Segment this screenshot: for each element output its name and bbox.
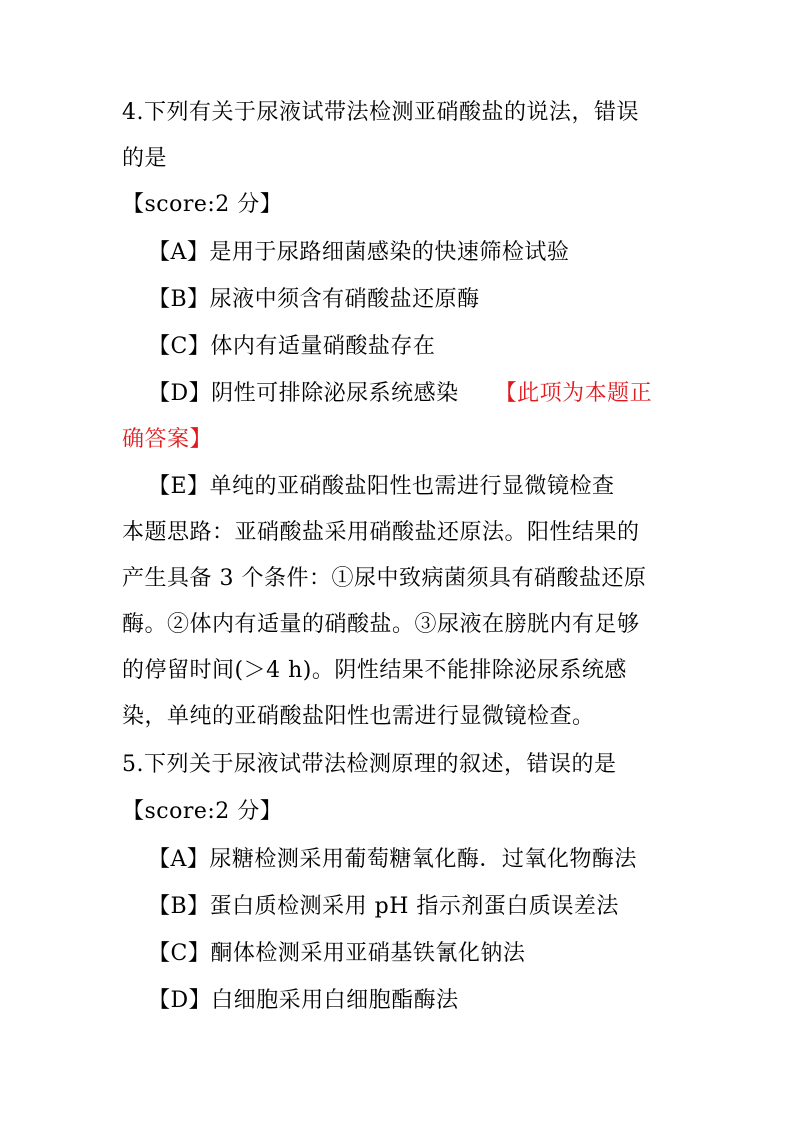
q5-stem: 5.下列关于尿液试带法检测原理的叙述，错误的是 — [122, 752, 617, 777]
correct-answer-mark-line2: 确答案】 — [122, 427, 213, 452]
q5-score: 【score:2 分】 — [122, 799, 283, 824]
q4-explanation-line2: 产生具备 3 个条件：①尿中致病菌须具有硝酸盐还原 — [122, 566, 647, 591]
q4-explanation-line4: 的停留时间(＞4 h)。阴性结果不能排除泌尿系统感 — [122, 658, 627, 683]
q4-option-d — [148, 379, 652, 409]
q4-score: 【score:2 分】 — [122, 192, 283, 217]
q4-stem-line2: 的是 — [122, 146, 168, 171]
q4-option-d-text: 【D】阴性可排除泌尿系统感染 — [148, 381, 459, 406]
q5-option-b: 【B】蛋白质检测采用 pH 指示剂蛋白质误差法 — [148, 894, 619, 919]
correct-answer-mark-line1: 【此项为本题正 — [494, 381, 653, 406]
q5-option-d: 【D】白细胞采用白细胞酯酶法 — [148, 988, 459, 1013]
q4-explanation-line1: 本题思路：亚硝酸盐采用硝酸盐还原法。阳性结果的 — [122, 520, 640, 545]
q4-option-a: 【A】是用于尿路细菌感染的快速筛检试验 — [148, 240, 570, 265]
q4-explanation-line3: 酶。②体内有适量的硝酸盐。③尿液在膀胱内有足够 — [122, 612, 640, 637]
q4-explanation-line5: 染，单纯的亚硝酸盐阳性也需进行显微镜检查。 — [122, 704, 595, 729]
q4-stem-line1: 4.下列有关于尿液试带法检测亚硝酸盐的说法，错误 — [122, 100, 639, 125]
q4-option-e: 【E】单纯的亚硝酸盐阳性也需进行显微镜检查 — [148, 474, 615, 499]
q4-option-c: 【C】体内有适量硝酸盐存在 — [148, 334, 436, 359]
q4-option-b: 【B】尿液中须含有硝酸盐还原酶 — [148, 287, 480, 312]
q5-option-c: 【C】酮体检测采用亚硝基铁氰化钠法 — [148, 941, 526, 966]
q5-option-a: 【A】尿糖检测采用葡萄糖氧化酶．过氧化物酶法 — [148, 847, 637, 872]
